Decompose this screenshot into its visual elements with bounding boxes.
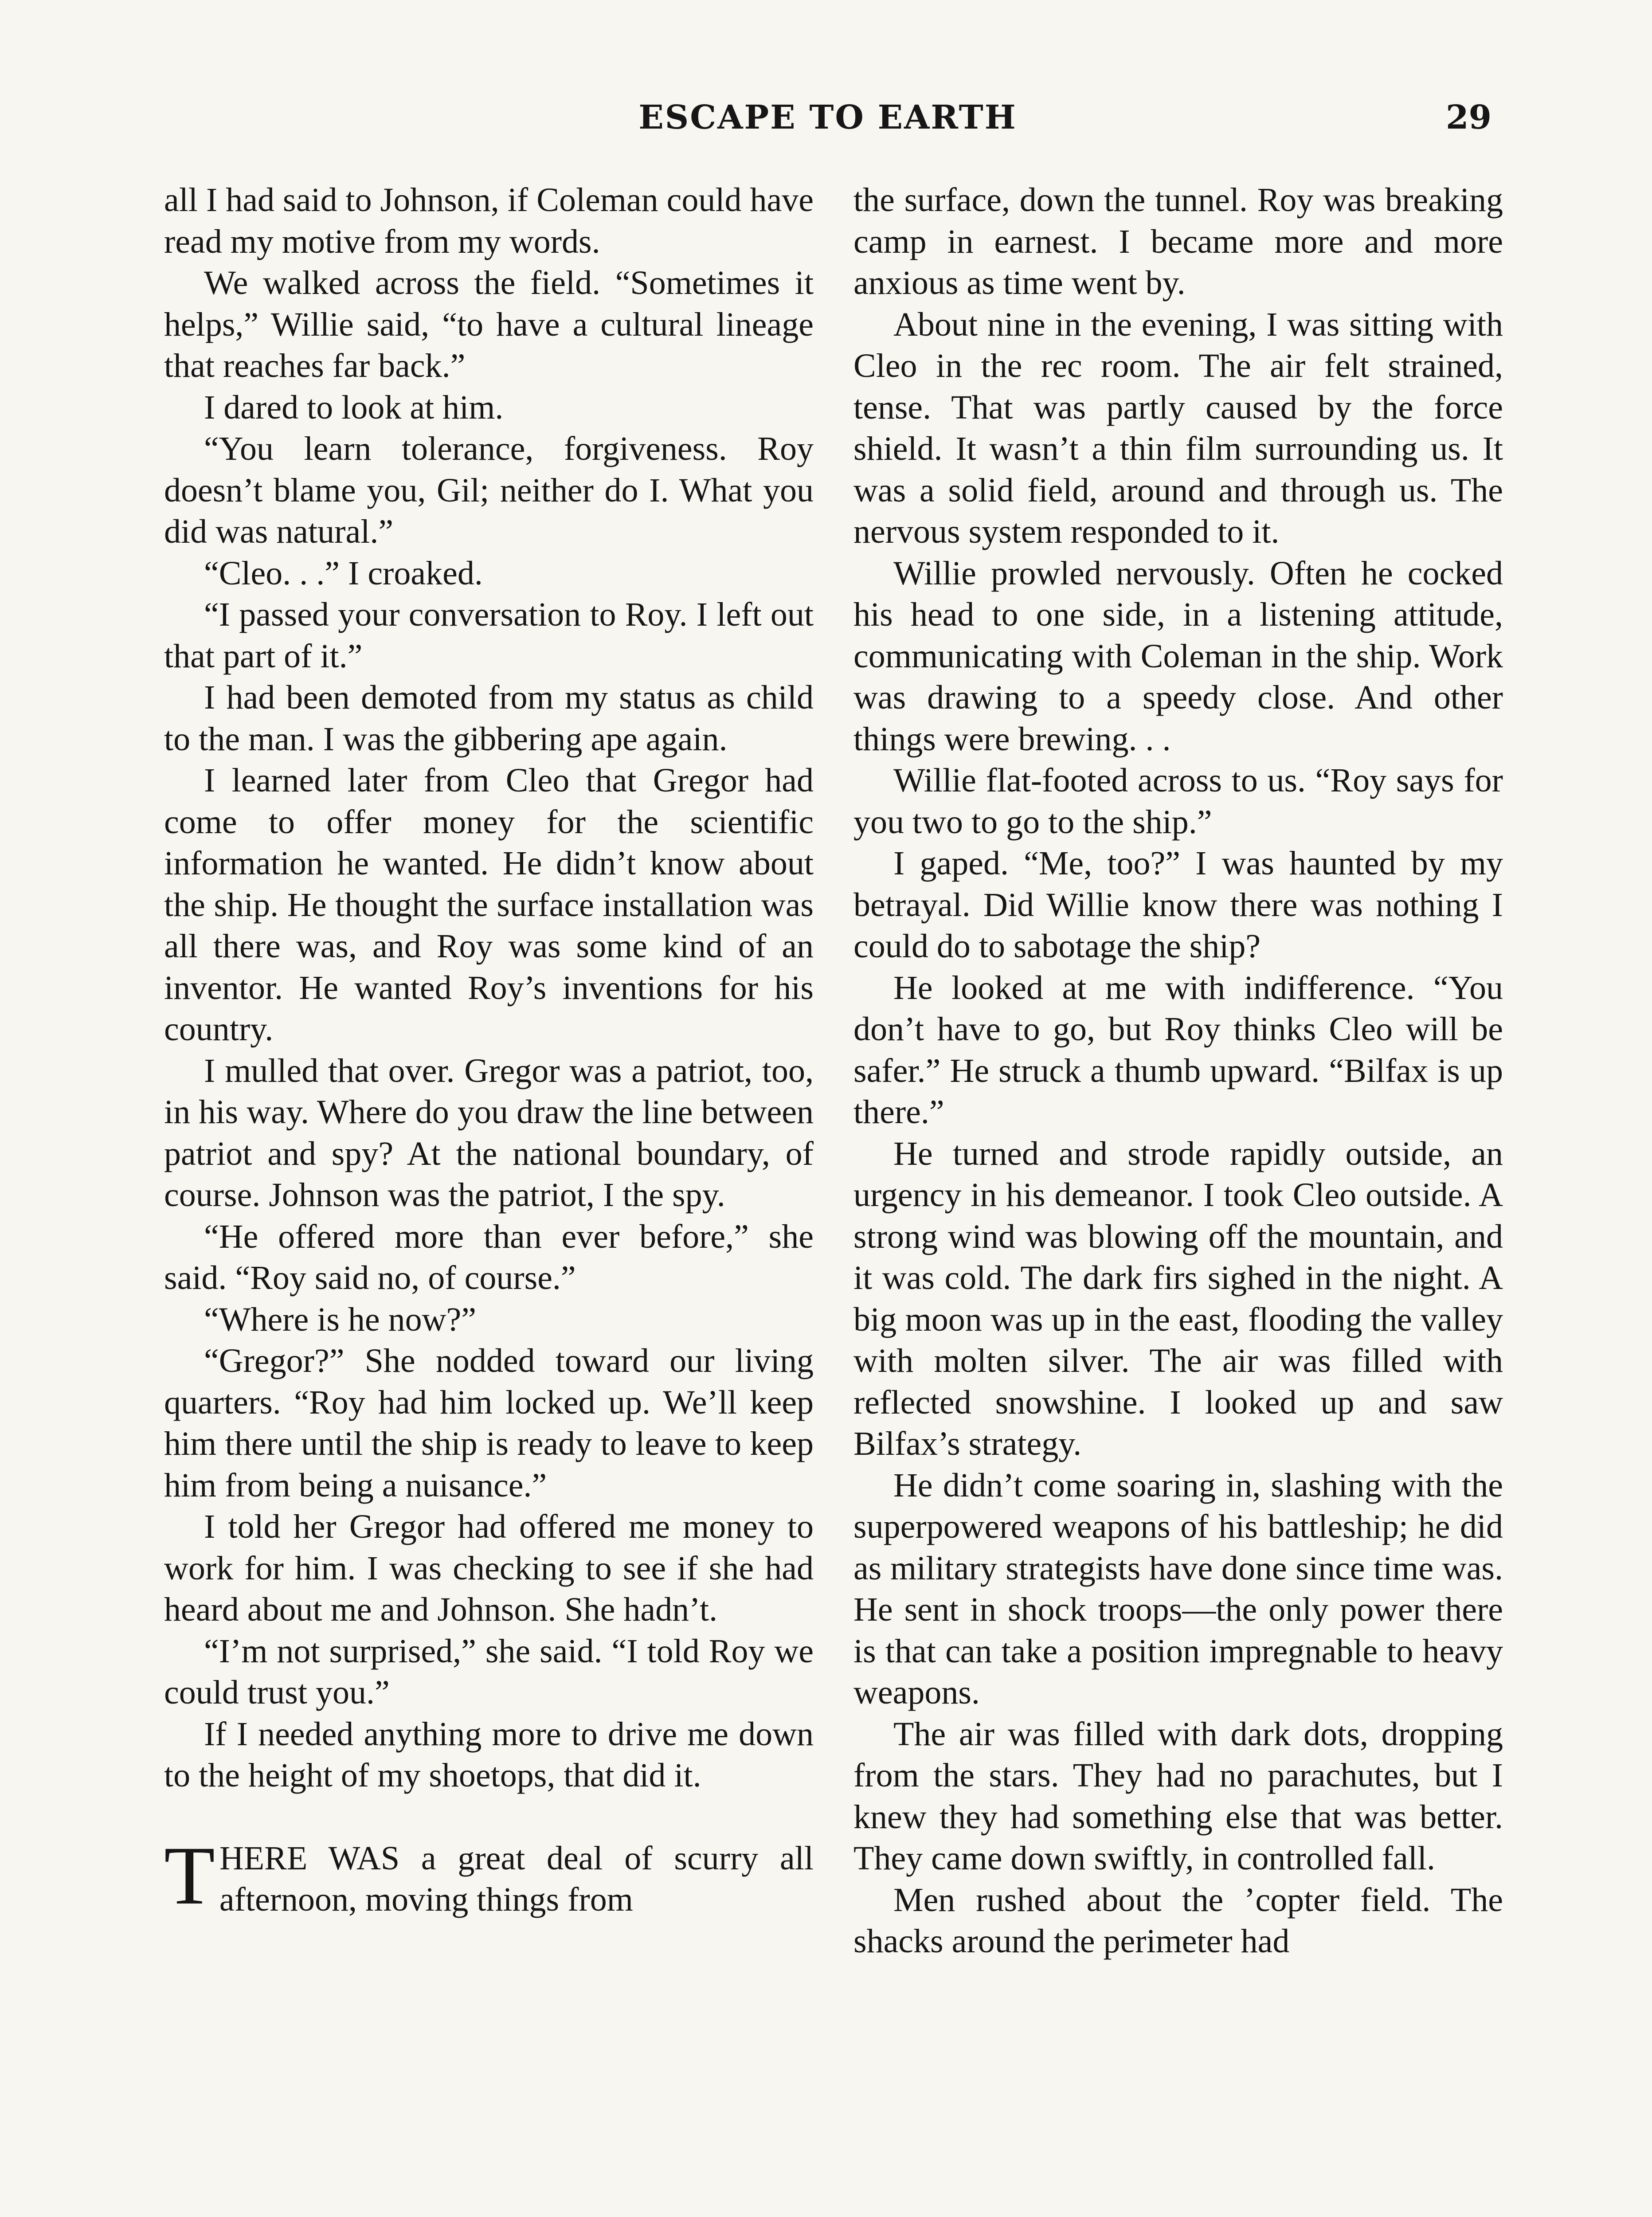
paragraph: If I needed anything more to drive me down to the height of my shoetops, that did it. [164,1715,814,1794]
right-column [853,180,1503,1962]
paragraph: Willie prowled nervously. Often he cocked his head to one side, in a listening attitude, communicating with Coleman in the ship. Work was drawing to a speedy close. And other things were brewing. . . [853,554,1503,758]
paragraph: I dared to look at him. [204,388,504,426]
paragraph: I mulled that over. Gregor was a patriot, too, in his way. Where do you draw the line between patriot and spy? At the national boundary, of course. Johnson was the patriot, I the spy. [164,1052,814,1214]
paragraph: the surface, down the tunnel. Roy was breaking camp in earnest. I became more and more anxious as time went by. [853,181,1503,302]
paragraph: We walked across the field. “Sometimes it helps,” Willie said, “to have a cultural lineage that reaches far back.” [164,264,814,384]
page-number: 29 [1446,98,1491,137]
paragraph: Willie flat-footed across to us. “Roy says for you two to go to the ship.” [853,762,1503,841]
left-column [164,180,814,1921]
paragraph: About nine in the evening, I was sitting with Cleo in the rec room. The air felt strained, tense. That was partly caused by the force shield. It wasn’t a thin film surrounding us. It was a solid field, around and through us. The nervous system responded to it. [853,306,1503,550]
paragraph: all I had said to Johnson, if Coleman could have read my motive from my words. [164,181,814,260]
paragraph: He turned and strode rapidly outside, an urgency in his demeanor. I took Cleo outside. A strong wind was blowing off the mountain, and it was cold. The dark firs sighed in the night. A big moon was up in the east, flooding the valley with molten silver. The air was filled with reflected snowshine. I looked up and saw Bilfax’s strategy. [853,1135,1503,1462]
paragraph: “He offered more than ever before,” she said. “Roy said no, of course.” [164,1218,814,1297]
paragraph: “Gregor?” She nodded toward our living quarters. “Roy had him locked up. We’ll keep him there until the ship is ready to leave to keep him from being a nuisance.” [164,1342,814,1504]
paragraph: “I’m not surprised,” she said. “I told Roy we could trust you.” [164,1632,814,1711]
paragraph: “Cleo. . .” I croaked. [204,554,483,592]
paragraph: I gaped. “Me, too?” I was haunted by my betrayal. Did Willie know there was nothing I could do to sabotage the ship? [853,845,1503,965]
paragraph: I learned later from Cleo that Gregor had come to offer money for the scientific information he wanted. He didn’t know about the ship. He thought the surface installation was all there was, and Roy was some kind of an inventor. He wanted Roy’s inventions for his country. [164,762,814,1048]
paragraph: The air was filled with dark dots, dropping from the stars. They had no parachutes, but I knew they had something else that was better. They came down swiftly, in controlled fall. [853,1715,1503,1877]
paragraph: I had been demoted from my status as child to the man. I was the gibbering ape again. [164,679,814,758]
paragraph: He didn’t come soaring in, slashing with the superpowered weapons of his battleship; he did as military strategists have done since time was. He sent in shock troops—the only power there is that can take a position impregnable to heavy weapons. [853,1466,1503,1711]
paragraph: “Where is he now?” [204,1300,477,1338]
section-start-text: HERE WAS a great deal of scurry all afternoon, moving things from [219,1839,814,1918]
paragraph: Men rushed about the ’copter field. The shacks around the perimeter had [853,1881,1503,1960]
paragraph: “I passed your conversation to Roy. I left out that part of it.” [164,596,814,675]
running-title: ESCAPE TO EARTH [638,98,1017,137]
paragraph: “You learn tolerance, forgiveness. Roy doesn’t blame you, Gil; neither do I. What you did was natural.” [164,430,814,550]
paragraph: He looked at me with indifference. “You don’t have to go, but Roy thinks Cleo will be safer.” He struck a thumb upward. “Bilfax is up there.” [853,969,1503,1131]
page-header [164,91,1491,144]
paragraph: I told her Gregor had offered me money to work for him. I was checking to see if she had heard about me and Johnson. She hadn’t. [164,1508,814,1628]
section-start-paragraph [164,1829,814,1922]
drop-cap: T [164,1829,215,1922]
